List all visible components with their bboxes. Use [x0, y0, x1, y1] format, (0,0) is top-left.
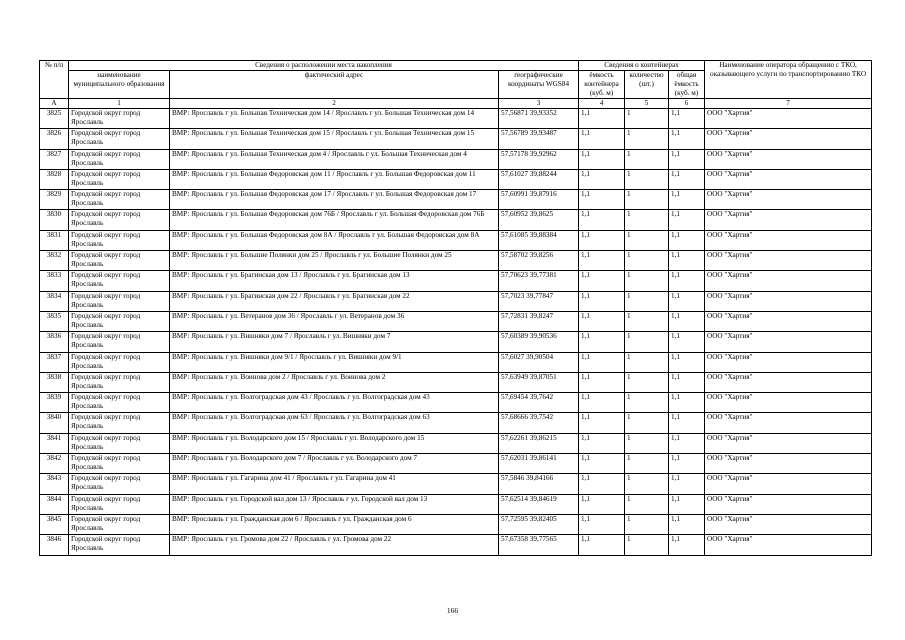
operator-cell: ООО "Хартия" [705, 271, 872, 291]
operator-cell: ООО "Хартия" [705, 129, 872, 149]
operator-cell: ООО "Хартия" [705, 514, 872, 534]
row-number: 3842 [40, 454, 69, 474]
municipality-cell: Городской округ город Ярославль [69, 271, 170, 291]
table-row [40, 393, 872, 413]
count-cell: 1 [625, 271, 669, 291]
coords-cell: 57,7023 39,77847 [499, 291, 579, 311]
count-cell: 1 [625, 433, 669, 453]
total-capacity-cell: 1,1 [669, 474, 705, 494]
address-cell: ВМР: Ярославль г ул. Большая Федоровская дом 17 / Ярославль г ул. Большая Федоровская дом 17 [170, 190, 499, 210]
total-capacity-cell: 1,1 [669, 352, 705, 372]
table-row [40, 514, 872, 534]
operator-cell: ООО "Хартия" [705, 190, 872, 210]
operator-cell: ООО "Хартия" [705, 535, 872, 555]
capacity-cell: 1,1 [579, 535, 625, 555]
count-cell: 1 [625, 372, 669, 392]
count-cell: 1 [625, 109, 669, 129]
total-capacity-cell: 1,1 [669, 372, 705, 392]
table-row [40, 230, 872, 250]
count-cell: 1 [625, 311, 669, 331]
operator-cell: ООО "Хартия" [705, 251, 872, 271]
municipality-cell: Городской округ город Ярославль [69, 311, 170, 331]
coords-cell: 57,56871 39,93352 [499, 109, 579, 129]
row-number: 3832 [40, 251, 69, 271]
row-number: 3827 [40, 149, 69, 169]
operator-cell: ООО "Хартия" [705, 230, 872, 250]
row-number: 3828 [40, 169, 69, 189]
header-address: фактический адрес [170, 71, 499, 99]
row-number: 3826 [40, 129, 69, 149]
address-cell: ВМР: Ярославль г ул. Большая Федоровская дом 11 / Ярославль г ул. Большая Федоровская дом 11 [170, 169, 499, 189]
coords-cell: 57,62514 39,84619 [499, 494, 579, 514]
municipality-cell: Городской округ город Ярославль [69, 454, 170, 474]
address-cell: ВМР: Ярославль г ул. Воинова дом 2 / Ярославль г ул. Воинова дом 2 [170, 372, 499, 392]
capacity-cell: 1,1 [579, 311, 625, 331]
count-cell: 1 [625, 535, 669, 555]
row-number: 3835 [40, 311, 69, 331]
header-containers-group: Сведения о контейнерах [579, 61, 705, 71]
total-capacity-cell: 1,1 [669, 291, 705, 311]
table-row [40, 271, 872, 291]
table-body [40, 109, 872, 556]
total-capacity-cell: 1,1 [669, 149, 705, 169]
capacity-cell: 1,1 [579, 514, 625, 534]
total-capacity-cell: 1,1 [669, 454, 705, 474]
address-cell: ВМР: Ярославль г ул. Вишняки дом 7 / Ярославль г ул. Вишняки дом 7 [170, 332, 499, 352]
operator-cell: ООО "Хартия" [705, 494, 872, 514]
municipality-cell: Городской округ город Ярославль [69, 474, 170, 494]
capacity-cell: 1,1 [579, 393, 625, 413]
header-capacity: ёмкость контейнера (куб. м) [579, 71, 625, 99]
address-cell: ВМР: Ярославль г ул. Брагинская дом 13 / Ярославль г ул. Брагинская дом 13 [170, 271, 499, 291]
capacity-cell: 1,1 [579, 109, 625, 129]
coords-cell: 57,68666 39,7542 [499, 413, 579, 433]
address-cell: ВМР: Ярославль г ул. Большая Техническая дом 4 / Ярославль г ул. Большая Техническая дом 4 [170, 149, 499, 169]
row-number: 3834 [40, 291, 69, 311]
capacity-cell: 1,1 [579, 210, 625, 230]
row-number: 3844 [40, 494, 69, 514]
operator-cell: ООО "Хартия" [705, 109, 872, 129]
total-capacity-cell: 1,1 [669, 433, 705, 453]
municipality-cell: Городской округ город Ярославль [69, 149, 170, 169]
total-capacity-cell: 1,1 [669, 109, 705, 129]
municipality-cell: Городской округ город Ярославль [69, 109, 170, 129]
row-number: 3825 [40, 109, 69, 129]
table-row [40, 109, 872, 129]
address-cell: ВМР: Ярославль г ул. Брагинская дом 22 / Ярославль г ул. Брагинская дом 22 [170, 291, 499, 311]
municipality-cell: Городской округ город Ярославль [69, 251, 170, 271]
header-count: количество (шт.) [625, 71, 669, 99]
address-cell: ВМР: Ярославль г ул. Володарского дом 7 / Ярославль г ул. Володарского дом 7 [170, 454, 499, 474]
capacity-cell: 1,1 [579, 190, 625, 210]
capacity-cell: 1,1 [579, 291, 625, 311]
total-capacity-cell: 1,1 [669, 514, 705, 534]
municipality-cell: Городской округ город Ярославль [69, 372, 170, 392]
operator-cell: ООО "Хартия" [705, 210, 872, 230]
municipality-cell: Городской округ город Ярославль [69, 210, 170, 230]
table-row [40, 190, 872, 210]
operator-cell: ООО "Хартия" [705, 433, 872, 453]
coords-cell: 57,70623 39,77381 [499, 271, 579, 291]
table-row [40, 454, 872, 474]
capacity-cell: 1,1 [579, 433, 625, 453]
table-row [40, 291, 872, 311]
index-cell: 3 [499, 99, 579, 109]
count-cell: 1 [625, 129, 669, 149]
index-cell: 2 [170, 99, 499, 109]
coords-cell: 57,72595 39,82405 [499, 514, 579, 534]
row-number: 3845 [40, 514, 69, 534]
municipality-cell: Городской округ город Ярославль [69, 169, 170, 189]
coords-cell: 57,61085 39,88384 [499, 230, 579, 250]
coords-cell: 57,72831 39,8247 [499, 311, 579, 331]
row-number: 3846 [40, 535, 69, 555]
municipality-cell: Городской округ город Ярославль [69, 332, 170, 352]
row-number: 3840 [40, 413, 69, 433]
coords-cell: 57,56789 39,93487 [499, 129, 579, 149]
operator-cell: ООО "Хартия" [705, 352, 872, 372]
count-cell: 1 [625, 210, 669, 230]
operator-cell: ООО "Хартия" [705, 291, 872, 311]
address-cell: ВМР: Ярославль г ул. Гагарина дом 41 / Ярославль г ул. Гагарина дом 41 [170, 474, 499, 494]
table-row [40, 311, 872, 331]
address-cell: ВМР: Ярославль г ул. Володарского дом 15 / Ярославль г ул. Володарского дом 15 [170, 433, 499, 453]
table-row [40, 352, 872, 372]
table-row [40, 169, 872, 189]
row-number: 3839 [40, 393, 69, 413]
total-capacity-cell: 1,1 [669, 129, 705, 149]
total-capacity-cell: 1,1 [669, 271, 705, 291]
address-cell: ВМР: Ярославль г ул. Большие Полянки дом 25 / Ярославль г ул. Большие Полянки дом 25 [170, 251, 499, 271]
capacity-cell: 1,1 [579, 230, 625, 250]
count-cell: 1 [625, 291, 669, 311]
table-row [40, 332, 872, 352]
table-header [40, 61, 872, 109]
row-number: 3838 [40, 372, 69, 392]
municipality-cell: Городской округ город Ярославль [69, 413, 170, 433]
operator-cell: ООО "Хартия" [705, 149, 872, 169]
count-cell: 1 [625, 352, 669, 372]
capacity-cell: 1,1 [579, 332, 625, 352]
count-cell: 1 [625, 251, 669, 271]
address-cell: ВМР: Ярославль г ул. Волгоградская дом 63 / Ярославль г ул. Волгоградская дом 63 [170, 413, 499, 433]
total-capacity-cell: 1,1 [669, 230, 705, 250]
table-row [40, 129, 872, 149]
municipality-cell: Городской округ город Ярославль [69, 393, 170, 413]
header-coords: географические координаты WGS84 [499, 71, 579, 99]
table-row [40, 210, 872, 230]
operator-cell: ООО "Хартия" [705, 454, 872, 474]
coords-cell: 57,62031 39,86141 [499, 454, 579, 474]
count-cell: 1 [625, 514, 669, 534]
address-cell: ВМР: Ярославль г ул. Гражданская дом 6 / Ярославль г ул. Гражданская дом 6 [170, 514, 499, 534]
total-capacity-cell: 1,1 [669, 393, 705, 413]
row-number: 3843 [40, 474, 69, 494]
operator-cell: ООО "Хартия" [705, 474, 872, 494]
operator-cell: ООО "Хартия" [705, 393, 872, 413]
total-capacity-cell: 1,1 [669, 332, 705, 352]
capacity-cell: 1,1 [579, 352, 625, 372]
capacity-cell: 1,1 [579, 413, 625, 433]
total-capacity-cell: 1,1 [669, 169, 705, 189]
address-cell: ВМР: Ярославль г ул. Вишняки дом 9/1 / Ярославль г ул. Вишняки дом 9/1 [170, 352, 499, 372]
operator-cell: ООО "Хартия" [705, 372, 872, 392]
municipality-cell: Городской округ город Ярославль [69, 352, 170, 372]
row-number: 3841 [40, 433, 69, 453]
capacity-cell: 1,1 [579, 494, 625, 514]
coords-cell: 57,63949 39,87051 [499, 372, 579, 392]
capacity-cell: 1,1 [579, 474, 625, 494]
count-cell: 1 [625, 474, 669, 494]
municipality-cell: Городской округ город Ярославль [69, 514, 170, 534]
capacity-cell: 1,1 [579, 372, 625, 392]
capacity-cell: 1,1 [579, 251, 625, 271]
count-cell: 1 [625, 190, 669, 210]
municipality-cell: Городской округ город Ярославль [69, 190, 170, 210]
count-cell: 1 [625, 413, 669, 433]
count-cell: 1 [625, 169, 669, 189]
table-row [40, 433, 872, 453]
capacity-cell: 1,1 [579, 271, 625, 291]
address-cell: ВМР: Ярославль г ул. Большая Техническая дом 14 / Ярославль г ул. Большая Техническая дом 14 [170, 109, 499, 129]
header-num: № п/п [40, 61, 69, 99]
header-location-group: Сведения о расположении места накопления [69, 61, 579, 71]
municipality-cell: Городской округ город Ярославль [69, 291, 170, 311]
table-row [40, 535, 872, 555]
table-row [40, 474, 872, 494]
registry-table [39, 60, 872, 556]
index-cell: 5 [625, 99, 669, 109]
index-cell: 1 [69, 99, 170, 109]
capacity-cell: 1,1 [579, 149, 625, 169]
coords-cell: 57,60991 39,87916 [499, 190, 579, 210]
row-number: 3829 [40, 190, 69, 210]
address-cell: ВМР: Ярославль г ул. Большая Федоровская дом 8А / Ярославль г ул. Большая Федоровская дом 8А [170, 230, 499, 250]
address-cell: ВМР: Ярославль г ул. Городской вал дом 13 / Ярославль г ул. Городской вал дом 13 [170, 494, 499, 514]
count-cell: 1 [625, 230, 669, 250]
coords-cell: 57,6027 39,90504 [499, 352, 579, 372]
row-number: 3833 [40, 271, 69, 291]
total-capacity-cell: 1,1 [669, 190, 705, 210]
row-number: 3837 [40, 352, 69, 372]
row-number: 3831 [40, 230, 69, 250]
total-capacity-cell: 1,1 [669, 413, 705, 433]
total-capacity-cell: 1,1 [669, 494, 705, 514]
coords-cell: 57,61027 39,88244 [499, 169, 579, 189]
address-cell: ВМР: Ярославль г ул. Большая Федоровская дом 76Б / Ярославль г ул. Большая Федоровская дом 76Б [170, 210, 499, 230]
address-cell: ВМР: Ярославль г ул. Большая Техническая дом 15 / Ярославль г ул. Большая Техническая дом 15 [170, 129, 499, 149]
operator-cell: ООО "Хартия" [705, 413, 872, 433]
index-cell: 6 [669, 99, 705, 109]
address-cell: ВМР: Ярославль г ул. Громова дом 22 / Ярославль г ул. Громова дом 22 [170, 535, 499, 555]
index-cell: 7 [705, 99, 872, 109]
total-capacity-cell: 1,1 [669, 210, 705, 230]
count-cell: 1 [625, 494, 669, 514]
row-number: 3836 [40, 332, 69, 352]
capacity-cell: 1,1 [579, 454, 625, 474]
coords-cell: 57,5846 39,84166 [499, 474, 579, 494]
count-cell: 1 [625, 393, 669, 413]
coords-cell: 57,58702 39,8256 [499, 251, 579, 271]
header-index-row [40, 99, 872, 109]
coords-cell: 57,62261 39,86215 [499, 433, 579, 453]
operator-cell: ООО "Хартия" [705, 332, 872, 352]
address-cell: ВМР: Ярославль г ул. Волгоградская дом 43 / Ярославль г ул. Волгоградская дом 43 [170, 393, 499, 413]
address-cell: ВМР: Ярославль г ул. Ветеранов дом 36 / Ярославль г ул. Ветеранов дом 36 [170, 311, 499, 331]
table-row [40, 149, 872, 169]
header-operator: Наименование оператора обращению с ТКО, оказывающего услуги по транспортированию ТКО [705, 61, 872, 99]
capacity-cell: 1,1 [579, 129, 625, 149]
municipality-cell: Городской округ город Ярославль [69, 535, 170, 555]
coords-cell: 57,69454 39,7642 [499, 393, 579, 413]
header-total: общая ёмкость (куб. м) [669, 71, 705, 99]
total-capacity-cell: 1,1 [669, 251, 705, 271]
coords-cell: 57,57178 39,92962 [499, 149, 579, 169]
count-cell: 1 [625, 454, 669, 474]
operator-cell: ООО "Хартия" [705, 169, 872, 189]
count-cell: 1 [625, 332, 669, 352]
total-capacity-cell: 1,1 [669, 311, 705, 331]
operator-cell: ООО "Хартия" [705, 311, 872, 331]
table-row [40, 494, 872, 514]
row-number: 3830 [40, 210, 69, 230]
table-row [40, 413, 872, 433]
coords-cell: 57,60389 39,90536 [499, 332, 579, 352]
municipality-cell: Городской округ город Ярославль [69, 433, 170, 453]
table-row [40, 251, 872, 271]
index-cell: А [40, 99, 69, 109]
count-cell: 1 [625, 149, 669, 169]
coords-cell: 57,67358 39,77565 [499, 535, 579, 555]
total-capacity-cell: 1,1 [669, 535, 705, 555]
municipality-cell: Городской округ город Ярославль [69, 494, 170, 514]
municipality-cell: Городской округ город Ярославль [69, 230, 170, 250]
page-number: 166 [446, 606, 459, 615]
capacity-cell: 1,1 [579, 169, 625, 189]
coords-cell: 57,60952 39,8625 [499, 210, 579, 230]
table-row [40, 372, 872, 392]
index-cell: 4 [579, 99, 625, 109]
header-municipality: наименование муниципального образования [69, 71, 170, 99]
municipality-cell: Городской округ город Ярославль [69, 129, 170, 149]
